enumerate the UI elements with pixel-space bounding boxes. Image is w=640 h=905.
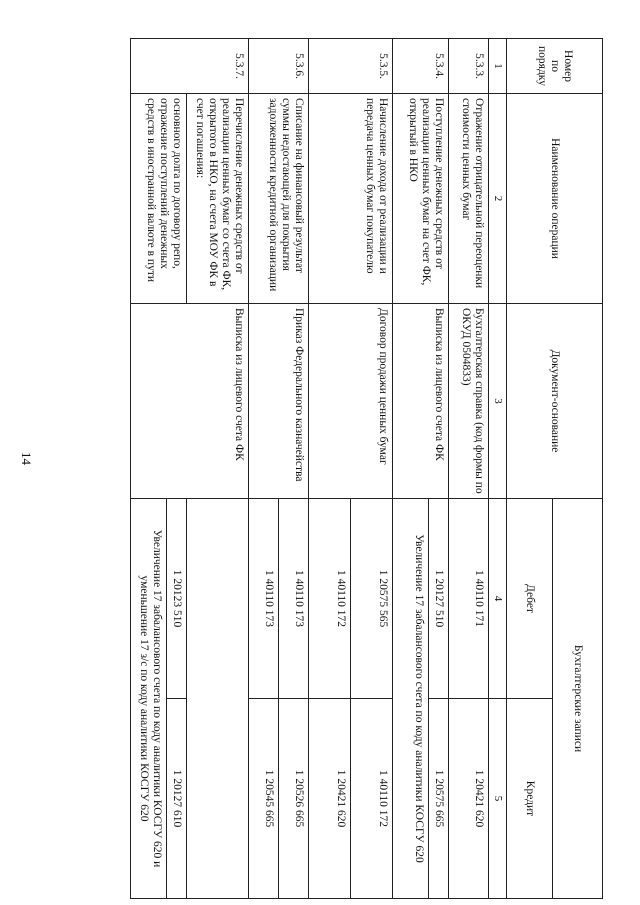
debit-account: 1 40110 173: [249, 499, 279, 699]
index-cell: 5: [489, 699, 507, 899]
credit-account: 1 20421 620: [449, 699, 489, 899]
header-credit: Кредит: [507, 699, 553, 899]
debit-account: 1 40110 171: [449, 499, 489, 699]
operation-name: Перечисление денежных средств от реализации ценных бумаг со счета ФК, открытого в НКО, на счета МОУ ФК в счет погашения:: [187, 94, 249, 304]
empty-entry: [187, 499, 249, 899]
credit-account: 1 20421 620: [309, 699, 351, 899]
index-cell: 1: [489, 39, 507, 94]
header-debit: Дебет: [507, 499, 553, 699]
index-cell: 4: [489, 499, 507, 699]
index-cell: 2: [489, 94, 507, 304]
operation-subitem: основного долга по договору репо, отражение поступлений денежных средств в иностранной валюте в пути: [131, 94, 187, 304]
row-number: 5.3.5.: [309, 39, 393, 94]
rotated-table-container: [138, 38, 603, 898]
header-number: Номер по порядку: [507, 39, 603, 94]
header-operation: Наименование операции: [507, 94, 603, 304]
credit-account: 1 20127 610: [167, 699, 187, 899]
basis-document: Выписка из лицевого счета ФК: [131, 304, 249, 499]
basis-document: Договор продажи ценных бумаг: [309, 304, 393, 499]
header-entries: Бухгалтерские записи: [553, 499, 603, 899]
operation-name: Отражение отрицательной переоценки стоимости ценных бумаг: [449, 94, 489, 304]
operation-name: Начисление дохода от реализации и передача ценных бумаг покупателю: [309, 94, 393, 304]
debit-account: 1 20575 565: [351, 499, 393, 699]
entry-note: Увеличение 17 забалансового счета по коду аналитики КОСГУ 620 и уменьшение 17 з/с по коду аналитики КОСГУ 620: [131, 499, 167, 899]
basis-document: Бухгалтерская справка (код формы по ОКУД 0504833): [449, 304, 489, 499]
debit-account: 1 20123 510: [167, 499, 187, 699]
credit-account: 1 20575 665: [429, 699, 449, 899]
index-cell: 3: [489, 304, 507, 499]
operation-name: Списание на финансовый результат суммы недостающей для покрытия задолженности кредитной организации: [249, 94, 309, 304]
row-number: 5.3.6.: [249, 39, 309, 94]
debit-account: 1 20127 510: [429, 499, 449, 699]
credit-account: 1 40110 172: [351, 699, 393, 899]
debit-account: 1 40110 173: [279, 499, 309, 699]
row-number: 5.3.3.: [449, 39, 489, 94]
row-number: 5.3.7.: [131, 39, 249, 94]
entry-note: Увеличение 17 забалансового счета по коду аналитики КОСГУ 620: [393, 499, 429, 899]
basis-document: Выписка из лицевого счета ФК: [393, 304, 449, 499]
page-number: 14: [19, 452, 34, 465]
credit-account: 1 20526 665: [279, 699, 309, 899]
credit-account: 1 20545 665: [249, 699, 279, 899]
operation-name: Поступление денежных средств от реализации ценных бумаг на счет ФК, открытый в НКО: [393, 94, 449, 304]
accounting-table: [130, 38, 603, 899]
basis-document: Приказ Федерального казначейства: [249, 304, 309, 499]
header-document: Документ-основание: [507, 304, 603, 499]
debit-account: 1 40110 172: [309, 499, 351, 699]
row-number: 5.3.4.: [393, 39, 449, 94]
